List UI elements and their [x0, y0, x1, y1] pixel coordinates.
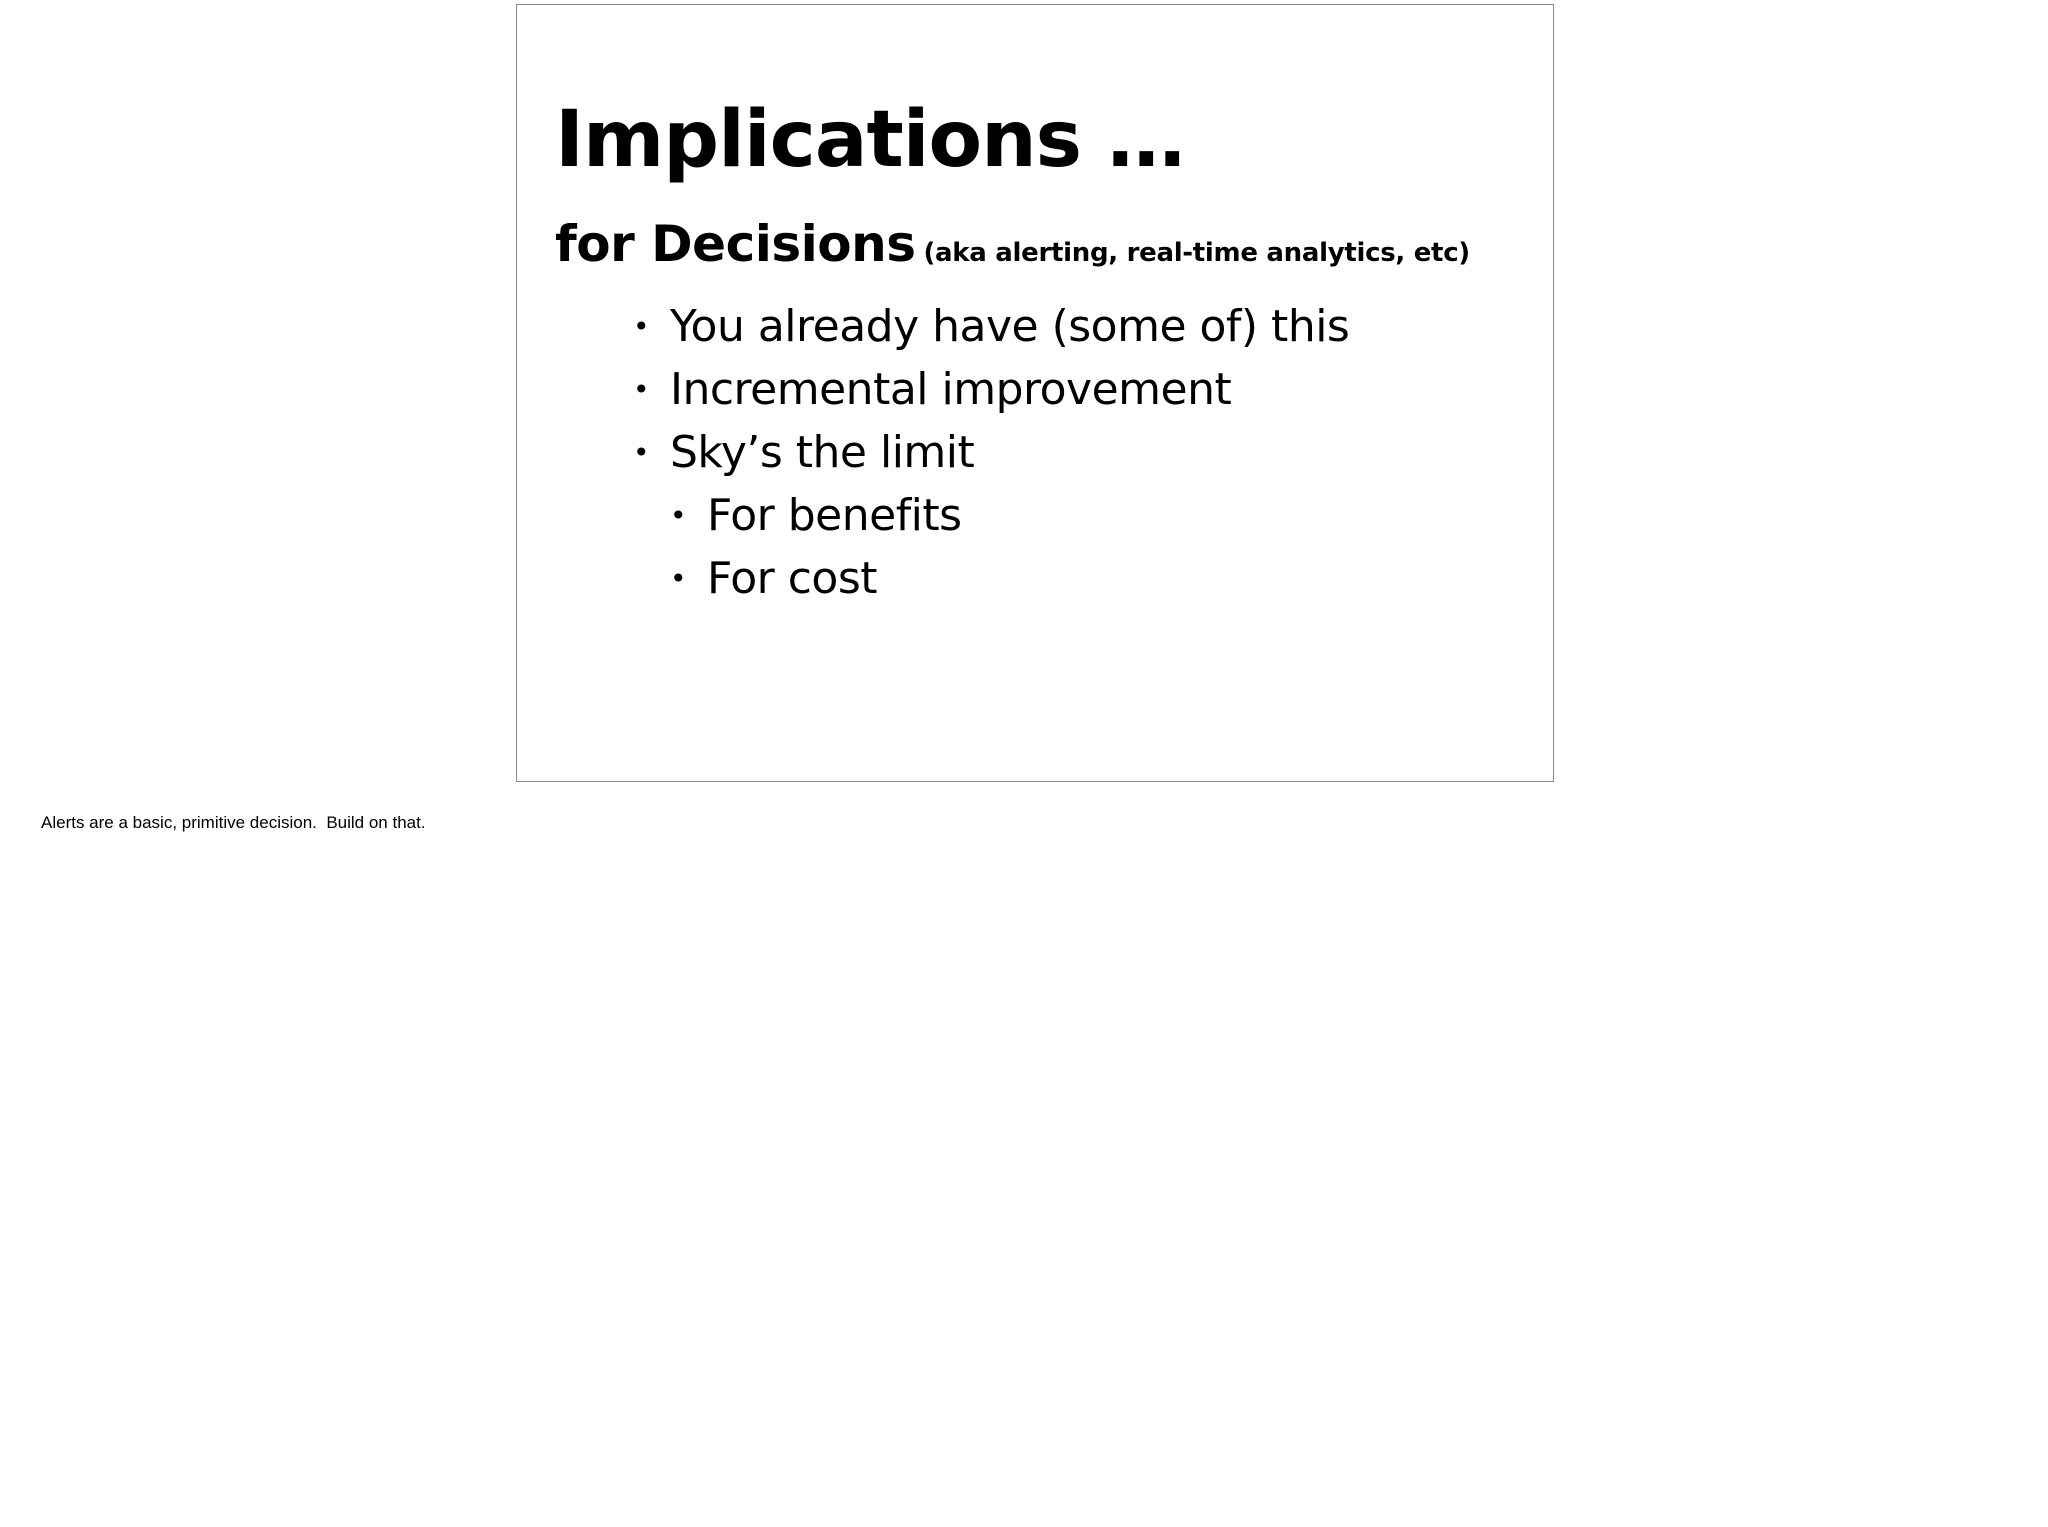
- bullet-dot-icon: •: [670, 499, 687, 532]
- slide-title: Implications …: [555, 95, 1185, 185]
- slide-subtitle: [555, 215, 1470, 273]
- speaker-notes: Alerts are a basic, primitive decision. Build on that.: [41, 813, 426, 832]
- bullet-item: [517, 358, 1349, 421]
- bullet-dot-icon: •: [670, 562, 687, 595]
- bullet-item: [517, 421, 1349, 484]
- subtitle-main: for Decisions: [555, 215, 916, 273]
- slide-canvas: [516, 4, 1554, 782]
- bullet-text: Incremental improvement: [670, 364, 1232, 415]
- bullet-text: You already have (some of) this: [670, 301, 1350, 352]
- bullet-dot-icon: •: [633, 436, 650, 469]
- sub-bullet-item: [517, 484, 1349, 547]
- sub-bullet-text: For cost: [707, 553, 878, 604]
- sub-bullet-text: For benefits: [707, 490, 962, 541]
- sub-bullet-item: [517, 547, 1349, 610]
- bullet-list: [517, 295, 1349, 610]
- bullet-text: Sky’s the limit: [670, 427, 975, 478]
- subtitle-note: (aka alerting, real-time analytics, etc): [923, 238, 1470, 268]
- bullet-dot-icon: •: [633, 373, 650, 406]
- bullet-item: [517, 295, 1349, 358]
- bullet-dot-icon: •: [633, 310, 650, 343]
